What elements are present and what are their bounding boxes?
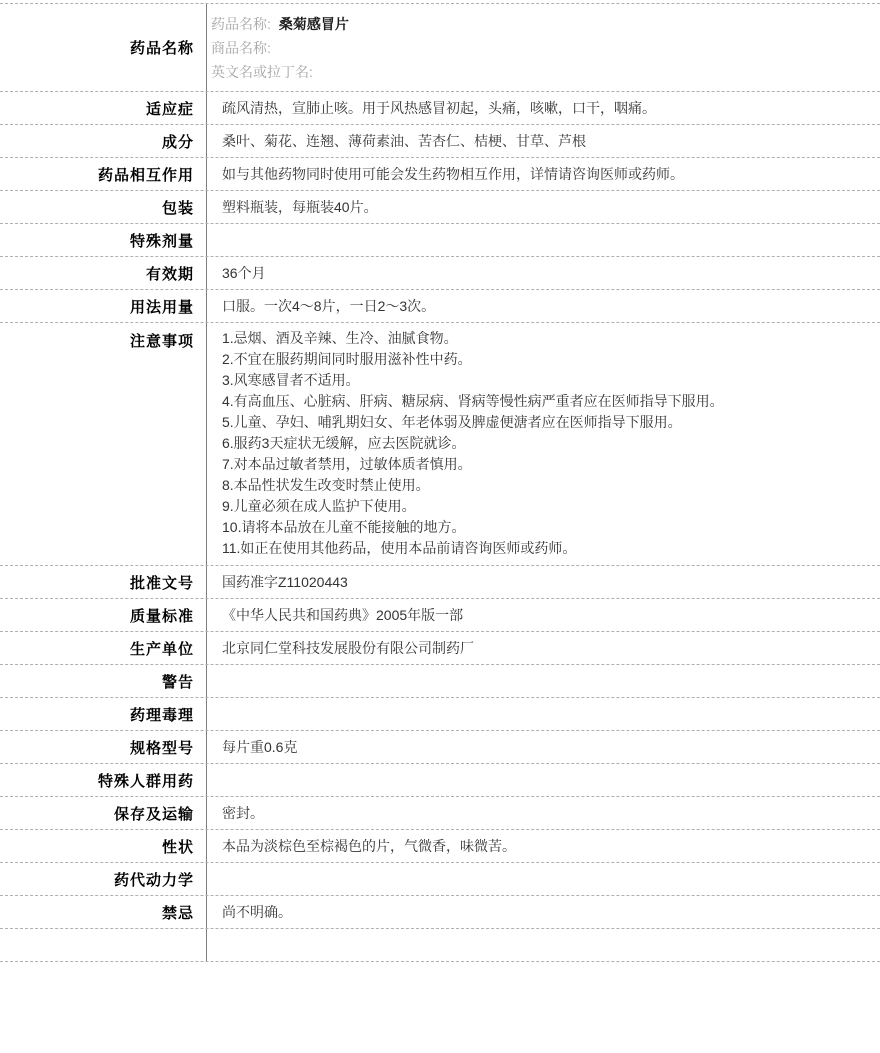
row-value: 如与其他药物同时使用可能会发生药物相互作用，详情请咨询医师或药师。 [222,166,684,182]
row-label [0,323,207,565]
table-row-pharmacology-toxicology [0,698,880,731]
row-label [0,764,207,796]
row-label [0,599,207,631]
row-value: 尚不明确。 [222,904,292,920]
row-label-text: 生产单位 [129,640,194,658]
row-value: 36个月 [222,265,266,281]
row-value [207,4,880,91]
row-label [0,731,207,763]
row-value: 每片重0.6克 [222,739,298,755]
row-label-text: 批准文号 [129,574,194,592]
row-value [207,929,880,961]
row-label [0,929,207,961]
row-label [0,665,207,697]
row-label [0,566,207,598]
field-value: 桑菊感冒片 [278,16,349,32]
row-value: 《中华人民共和国药典》2005年版一部 [222,607,464,623]
row-label-text: 药品相互作用 [97,166,194,184]
table-row-indications [0,92,880,125]
row-value [207,323,880,565]
row-value: 密封。 [222,805,264,821]
row-value: 口服。一次4～8片，一日2～3次。 [222,298,436,314]
row-label-text: 特殊人群用药 [97,772,194,790]
row-label [0,4,207,91]
precaution-item: 1.忌烟、酒及辛辣、生冷、油腻食物。 [222,330,458,346]
row-value: 塑料瓶装，每瓶装40片。 [222,199,378,215]
table-row-shelf-life [0,257,880,290]
table-row-dosage-usage [0,290,880,323]
table-row-contraindications [0,929,880,962]
row-label-text: 药代动力学 [113,871,194,889]
precaution-item: 5.儿童、孕妇、哺乳期妇女、年老体弱及脾虚便溏者应在医师指导下服用。 [222,414,682,430]
row-value [207,665,880,697]
row-label-text: 警告 [161,673,194,691]
precaution-item: 3.风寒感冒者不适用。 [222,372,360,388]
precaution-item: 10.请将本品放在儿童不能接触的地方。 [222,519,466,535]
row-label-text: 药理毒理 [129,706,194,724]
precaution-item: 9.儿童必须在成人监护下使用。 [222,498,416,514]
row-label [0,125,207,157]
drug-name-line [211,12,870,36]
row-label-text: 有效期 [145,265,194,283]
table-row-storage-transport [0,797,880,830]
table-row-approval-number [0,566,880,599]
row-label-text: 禁忌 [161,904,194,922]
row-label [0,797,207,829]
row-value [207,224,880,256]
precaution-item: 2.不宜在服药期间同时服用滋补性中药。 [222,351,472,367]
row-label-text: 成分 [161,133,194,151]
row-label [0,257,207,289]
row-label [0,290,207,322]
precaution-item: 4.有高血压、心脏病、肝病、糖尿病、肾病等慢性病严重者应在医师指导下服用。 [222,393,724,409]
table-row-ingredients [0,125,880,158]
row-value [207,764,880,796]
row-label [0,896,207,928]
row-label [0,830,207,862]
row-value: 本品为淡棕色至棕褐色的片，气微香，味微苦。 [222,838,516,854]
row-label [0,92,207,124]
table-row-contraindications-empty [0,896,880,929]
row-label-text: 保存及运输 [113,805,194,823]
table-row-special-dosage [0,224,880,257]
row-label-text: 性状 [161,838,194,856]
row-value: 桑叶、菊花、连翘、薄荷素油、苦杏仁、桔梗、甘草、芦根 [222,133,586,149]
table-row-drug-name [0,4,880,92]
row-value [207,863,880,895]
precaution-item: 11.如正在使用其他药品，使用本品前请咨询医师或药师。 [222,540,577,556]
row-label [0,191,207,223]
table-row-warning [0,665,880,698]
table-row-special-populations [0,764,880,797]
precaution-item: 6.服药3天症状无缓解，应去医院就诊。 [222,435,466,451]
precaution-item: 8.本品性状发生改变时禁止使用。 [222,477,430,493]
row-value [207,698,880,730]
row-value: 国药准字Z11020443 [222,574,348,590]
row-label-text: 质量标准 [129,607,194,625]
row-label-text: 规格型号 [129,739,194,757]
table-row-packaging [0,191,880,224]
row-label-text: 包装 [161,199,194,217]
row-label [0,632,207,664]
row-label-text: 注意事项 [129,333,194,350]
table-row-specification [0,731,880,764]
row-label-text: 药品名称 [129,40,194,57]
table-row-quality-standard [0,599,880,632]
precaution-item: 7.对本品过敏者禁用，过敏体质者慎用。 [222,456,472,472]
row-value: 北京同仁堂科技发展股份有限公司制药厂 [222,640,474,656]
table-row-drug-interactions [0,158,880,191]
table-row-precautions [0,323,880,566]
row-label [0,863,207,895]
row-label-text: 适应症 [145,100,194,118]
table-row-properties [0,830,880,863]
row-label [0,158,207,190]
row-label [0,698,207,730]
latin-name-line [211,60,870,84]
row-value: 疏风清热，宣肺止咳。用于风热感冒初起，头痛，咳嗽，口干，咽痛。 [222,100,656,116]
table-row-pharmacokinetics [0,863,880,896]
drug-info-table [0,3,880,962]
field-key: 商品名称: [211,40,271,56]
row-label-text: 特殊剂量 [129,232,194,250]
field-key: 英文名或拉丁名: [211,64,313,80]
row-label [0,224,207,256]
field-key: 药品名称: [211,16,271,32]
row-label-text: 用法用量 [129,298,194,316]
trade-name-line [211,36,870,60]
table-row-manufacturer [0,632,880,665]
